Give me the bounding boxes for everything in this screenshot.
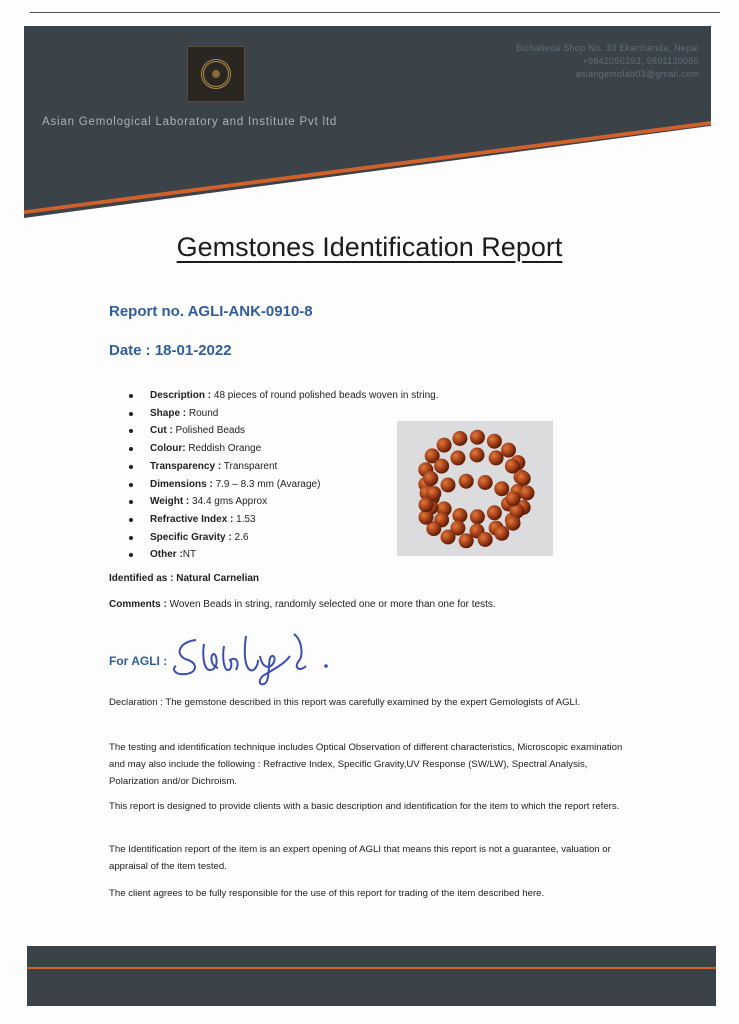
report-date: Date : 18-01-2022 [109, 342, 232, 359]
spec-colour: Colour: Reddish Orange [129, 440, 439, 458]
bead [501, 443, 516, 458]
spec-refractive-index: Refractive Index : 1.53 [129, 511, 439, 529]
contact-address: Bichalleda Shop No. 33 Ekarthanda, Nepal [515, 43, 699, 53]
bead [452, 508, 467, 523]
company-name: Asian Gemological Laboratory and Institute Pvt ltd [42, 116, 338, 128]
bead [441, 530, 456, 545]
top-rule [30, 12, 720, 13]
carnelian-beads-image [397, 421, 553, 556]
spec-dimensions: Dimensions : 7.9 – 8.3 mm (Avarage) [129, 476, 439, 494]
declaration-text: Declaration : The gemstone described in this report was carefully examined by the expert Gemologists of AGLI. [109, 697, 581, 708]
page-title: Gemstones Identification Report [176, 232, 563, 262]
footer-band [27, 946, 716, 1006]
bead [470, 509, 485, 524]
spec-weight: Weight : 34.4 gms Approx [129, 493, 439, 511]
bead [423, 471, 438, 486]
bead [506, 516, 521, 531]
purpose-text: This report is designed to provide clients with a basic description and identification for the item to which the report refers. [109, 801, 620, 812]
bead [459, 533, 474, 548]
spec-transparency: Transparency : Transparent [129, 458, 439, 476]
signature-image [166, 626, 346, 688]
identified-as: Identified as : Natural Carnelian [109, 573, 260, 584]
comments: Comments : Woven Beads in string, randomly selected one or more than one for tests. [109, 599, 496, 610]
bead [520, 486, 535, 501]
contact-phone: +9842050293, 9801130050 [582, 56, 699, 66]
bead [470, 430, 485, 445]
company-logo [187, 46, 245, 102]
disclaimer-text: The Identification report of the item is an expert opening of AGLI that means this report is not a guarantee, valuation or appraisal of the item tested. [109, 844, 611, 872]
bead [450, 450, 465, 465]
bead [452, 431, 467, 446]
spec-shape: Shape : Round [129, 405, 439, 423]
for-agli-label: For AGLI : [109, 654, 168, 668]
responsibility-text: The client agrees to be fully responsible for the use of this report for trading of the item described here. [109, 888, 545, 899]
bead [505, 459, 520, 474]
bead [441, 478, 456, 493]
bead [506, 491, 521, 506]
testing-text: The testing and identification technique includes Optical Observation of different characteristics, Microscopic examination and may also include the following : Refractive Index, Specific Gravity,UV Response (SW/LW), Spectral Analysis, Polarization and/or Dichroism. [109, 742, 623, 787]
bead [487, 434, 502, 449]
bead [494, 526, 509, 541]
spec-other: Other :NT [129, 546, 439, 564]
bead [434, 459, 449, 474]
report-number: Report no. AGLI-ANK-0910-8 [109, 303, 313, 320]
gemstone-photo [397, 421, 553, 556]
contact-info [516, 42, 699, 81]
bead [487, 505, 502, 520]
bead [470, 448, 485, 463]
specification-list [129, 387, 439, 564]
bead [478, 475, 493, 490]
logo-emblem-icon [201, 59, 231, 89]
bead [426, 486, 441, 501]
spec-cut: Cut : Polished Beads [129, 422, 439, 440]
bead [489, 450, 504, 465]
bead [494, 481, 509, 496]
bead [478, 532, 493, 547]
contact-email: asiangemolab03@gmail.com [575, 69, 699, 79]
bead [516, 471, 531, 486]
spec-specific-gravity: Specific Gravity : 2.6 [129, 529, 439, 547]
spec-description: Description : 48 pieces of round polished beads woven in string. [129, 387, 439, 405]
footer-accent-line [27, 967, 716, 969]
bead [459, 474, 474, 489]
bead [437, 438, 452, 453]
